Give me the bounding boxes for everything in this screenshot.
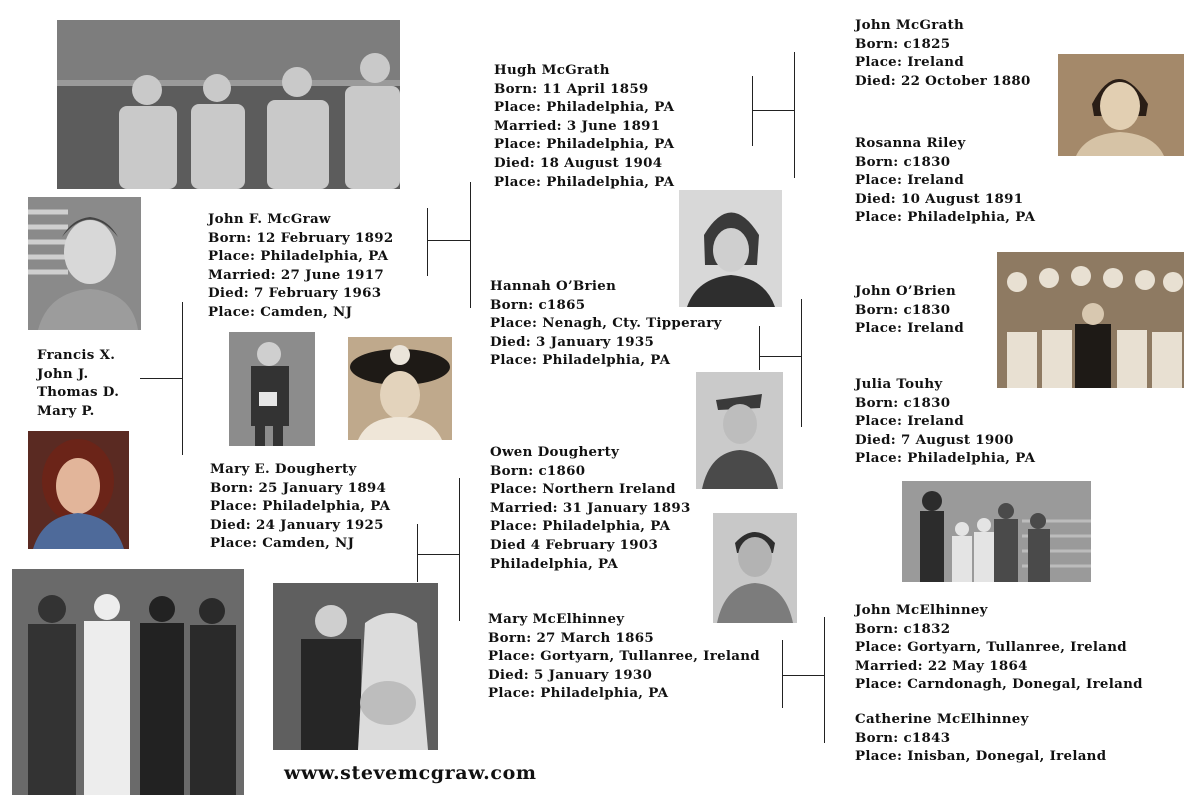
- child-4: Mary P.: [37, 402, 95, 419]
- person-name: Mary E. Dougherty: [210, 461, 357, 477]
- connector-hugh: [752, 110, 794, 111]
- person-name: John F. McGraw: [208, 211, 331, 227]
- person-died: Died: 5 January 1930: [488, 666, 653, 683]
- person-place: Place: Philadelphia, PA: [210, 498, 391, 515]
- person-place: Place: Inisban, Donegal, Ireland: [855, 748, 1107, 765]
- person-married-place: Place: Carndonagh, Donegal, Ireland: [855, 676, 1143, 693]
- connector-hugh-vertical: [752, 76, 753, 146]
- person-died: Died: 18 August 1904: [494, 154, 663, 171]
- person-died: Died: 24 January 1925: [210, 516, 384, 533]
- person-name: Hugh McGrath: [494, 62, 610, 78]
- person-died: Died: 7 February 1963: [208, 285, 382, 302]
- connector-mary-e: [417, 554, 459, 555]
- person-rosanna-riley: [855, 134, 1035, 227]
- person-born: Born: c1830: [855, 153, 951, 170]
- photo-four-men: [57, 20, 400, 189]
- person-married: Married: 22 May 1864: [855, 657, 1028, 674]
- person-name: Julia Touhy: [855, 376, 943, 392]
- photo-young-man-shirt: [713, 513, 797, 623]
- person-born: Born: 12 February 1892: [208, 229, 394, 246]
- person-married-place: Place: Philadelphia, PA: [494, 136, 675, 153]
- person-mary-e-dougherty: [210, 460, 390, 553]
- photo-young-man: [28, 197, 141, 330]
- person-mary-mcelhinney: [488, 610, 760, 703]
- connector-mary-e-vertical: [417, 524, 418, 582]
- connector-mary-mc-vertical: [782, 640, 783, 708]
- person-name: Owen Dougherty: [490, 444, 620, 460]
- person-catherine-mcelhinney: [855, 710, 1106, 766]
- connector-john-f-vertical: [427, 208, 428, 276]
- photo-wedding-couple: [273, 583, 438, 750]
- person-died: Died: 10 August 1891: [855, 190, 1024, 207]
- children-list: [37, 346, 119, 420]
- person-name: John McElhinney: [855, 602, 988, 618]
- person-born: Born: 27 March 1865: [488, 629, 655, 646]
- person-place: Place: Philadelphia, PA: [208, 248, 389, 265]
- photo-sepia-woman: [1058, 54, 1184, 156]
- person-died-place: Place: Philadelphia, PA: [494, 173, 675, 190]
- connector-hannah: [759, 356, 801, 357]
- person-born: Born: c1843: [855, 729, 951, 746]
- person-place: Place: Northern Ireland: [490, 481, 676, 498]
- website-url: www.stevemcgraw.com: [284, 762, 537, 784]
- person-born: Born: c1825: [855, 35, 951, 52]
- person-died: Died: 22 October 1880: [855, 72, 1031, 89]
- connector-mary-mc: [782, 675, 824, 676]
- person-place: Place: Philadelphia, PA: [494, 99, 675, 116]
- connector-hannah-vertical: [759, 326, 760, 370]
- person-john-obrien: [855, 282, 964, 338]
- person-name: Rosanna Riley: [855, 135, 966, 151]
- person-born: Born: 25 January 1894: [210, 479, 387, 496]
- person-married-place: Place: Philadelphia, PA: [490, 518, 671, 535]
- connector-mcelhinney-vertical: [824, 617, 825, 743]
- person-name: Catherine McElhinney: [855, 711, 1029, 727]
- child-1: Francis X.: [37, 347, 116, 363]
- person-name: John McGrath: [855, 17, 965, 33]
- photo-boy-sailor: [229, 332, 315, 446]
- photo-woman-hat: [348, 337, 452, 440]
- connector-hugh-hannah-vertical: [470, 182, 471, 308]
- person-married: Married: 27 June 1917: [208, 266, 385, 283]
- person-died-place: Place: Philadelphia, PA: [855, 209, 1036, 226]
- connector-owen-mary-vertical: [459, 478, 460, 621]
- person-name: John O’Brien: [855, 283, 957, 299]
- child-3: Thomas D.: [37, 384, 120, 401]
- person-died-place: Philadelphia, PA: [490, 555, 619, 572]
- person-died-place: Place: Camden, NJ: [208, 303, 353, 320]
- connector-parents-vertical: [182, 302, 183, 455]
- person-place: Place: Ireland: [855, 54, 965, 71]
- photo-family-steps: [902, 481, 1091, 582]
- person-born: Born: c1830: [855, 301, 951, 318]
- person-born: Born: c1865: [490, 296, 586, 313]
- person-julia-touhy: [855, 375, 1035, 468]
- connector-john-rosanna-vertical: [794, 52, 795, 178]
- person-born: Born: c1830: [855, 394, 951, 411]
- photo-communion-group: [997, 252, 1184, 388]
- person-place: Place: Nenagh, Cty. Tipperary: [490, 315, 722, 332]
- person-died: Died: 7 August 1900: [855, 431, 1014, 448]
- person-married: Married: 3 June 1891: [494, 117, 661, 134]
- photo-soldier-cap: [696, 372, 783, 489]
- person-died-place: Place: Camden, NJ: [210, 535, 355, 552]
- person-born: Born: 11 April 1859: [494, 80, 649, 97]
- connector-obrien-touhy-vertical: [801, 299, 802, 427]
- child-2: John J.: [37, 365, 89, 382]
- person-born: Born: c1832: [855, 620, 951, 637]
- person-born: Born: c1860: [490, 462, 586, 479]
- photo-wedding-group: [12, 569, 244, 795]
- person-hugh-mcgrath: [494, 61, 674, 191]
- person-owen-dougherty: [490, 443, 691, 573]
- person-john-mcgrath: [855, 16, 1031, 90]
- connector-children: [140, 378, 182, 379]
- person-died: Died: 3 January 1935: [490, 333, 655, 350]
- person-john-mcelhinney: [855, 601, 1143, 694]
- person-place: Place: Gortyarn, Tullanree, Ireland: [855, 639, 1127, 656]
- person-place: Place: Ireland: [855, 172, 965, 189]
- person-died-place: Place: Philadelphia, PA: [490, 352, 671, 369]
- person-died-place: Place: Philadelphia, PA: [855, 450, 1036, 467]
- person-died-place: Place: Philadelphia, PA: [488, 685, 669, 702]
- photo-woman-red-hair: [28, 431, 129, 549]
- person-place: Place: Ireland: [855, 320, 965, 337]
- person-john-f-mcgraw: [208, 210, 393, 322]
- person-died: Died 4 February 1903: [490, 536, 659, 553]
- person-hannah-obrien: [490, 277, 722, 370]
- person-place: Place: Gortyarn, Tullanree, Ireland: [488, 648, 760, 665]
- connector-john-f: [428, 240, 470, 241]
- person-name: Mary McElhinney: [488, 611, 625, 627]
- person-place: Place: Ireland: [855, 413, 965, 430]
- person-married: Married: 31 January 1893: [490, 499, 691, 516]
- person-name: Hannah O’Brien: [490, 278, 617, 294]
